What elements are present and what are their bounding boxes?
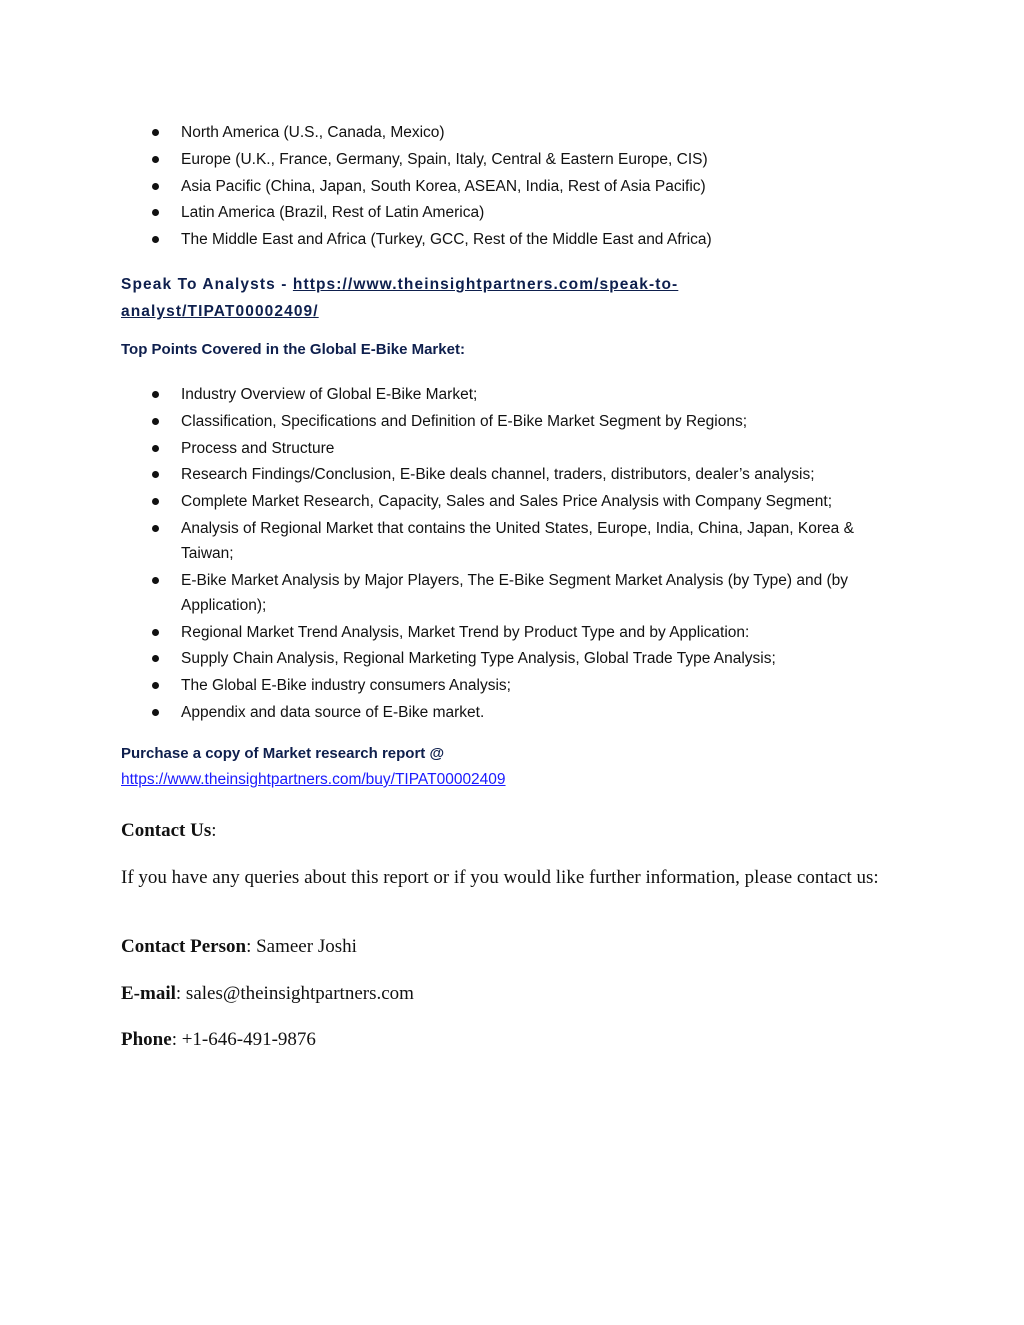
- top-points-heading: Top Points Covered in the Global E-Bike Market:: [121, 341, 465, 358]
- topic-text: Appendix and data source of E-Bike market.: [181, 703, 485, 721]
- bullet-icon: [152, 655, 159, 662]
- contact-us-label: Contact Us: [121, 820, 212, 841]
- list-item: [150, 382, 910, 407]
- contact-person: [121, 936, 357, 958]
- bullet-icon: [152, 525, 159, 532]
- topic-text: Regional Market Trend Analysis, Market Trend by Product Type and by Application:: [181, 623, 750, 641]
- list-item: [150, 200, 770, 225]
- list-item: [150, 120, 770, 145]
- region-text: The Middle East and Africa (Turkey, GCC, Rest of the Middle East and Africa): [181, 231, 712, 249]
- bullet-icon: [152, 236, 159, 243]
- contact-us-colon: :: [211, 820, 217, 841]
- contact-us-heading: [121, 820, 217, 842]
- bullet-icon: [152, 445, 159, 452]
- region-text: North America (U.S., Canada, Mexico): [181, 124, 445, 141]
- email-label: E-mail: [121, 983, 176, 1004]
- bullet-icon: [152, 391, 159, 398]
- topic-text: Analysis of Regional Market that contains the United States, Europe, India, China, Japan, Korea & Taiwan;: [181, 519, 854, 562]
- bullet-icon: [152, 209, 159, 216]
- region-text: Asia Pacific (China, Japan, South Korea, ASEAN, India, Rest of Asia Pacific): [181, 177, 706, 195]
- list-item: [150, 568, 910, 618]
- queries-text: If you have any queries about this report or if you would like further information, please contact us:: [121, 867, 879, 888]
- bullet-icon: [152, 183, 159, 190]
- list-item: [150, 409, 910, 434]
- list-item: [150, 673, 910, 698]
- phone-value: : +1-646-491-9876: [171, 1029, 316, 1050]
- region-text: Europe (U.K., France, Germany, Spain, Italy, Central & Eastern Europe, CIS): [181, 150, 708, 168]
- bullet-icon: [152, 498, 159, 505]
- region-text: Latin America (Brazil, Rest of Latin America): [181, 204, 485, 222]
- bullet-icon: [152, 471, 159, 478]
- list-item: [150, 646, 910, 671]
- bullet-icon: [152, 629, 159, 636]
- bullet-icon: [152, 577, 159, 584]
- phone-label: Phone: [121, 1029, 172, 1050]
- topic-text: Supply Chain Analysis, Regional Marketing Type Analysis, Global Trade Type Analysis;: [181, 650, 776, 668]
- speak-to-analyst-link[interactable]: https://www.theinsightpartners.com/speak-to-analyst/TIPAT00002409/: [121, 276, 679, 320]
- list-item: [150, 227, 770, 252]
- topic-text: Industry Overview of Global E-Bike Market;: [181, 386, 478, 403]
- bullet-icon: [152, 682, 159, 689]
- topic-text: Classification, Specifications and Definition of E-Bike Market Segment by Regions;: [181, 412, 748, 430]
- topic-text: The Global E-Bike industry consumers Analysis;: [181, 677, 511, 695]
- topic-text: Process and Structure: [181, 439, 335, 457]
- topic-text: Research Findings/Conclusion, E-Bike deals channel, traders, distributors, dealer’s analysis;: [181, 466, 815, 484]
- topic-text: Complete Market Research, Capacity, Sales and Sales Price Analysis with Company Segment;: [181, 493, 833, 511]
- list-item: [150, 700, 910, 725]
- bullet-icon: [152, 156, 159, 163]
- contact-person-value: : Sameer Joshi: [246, 936, 357, 957]
- speak-to-analysts: [121, 271, 771, 325]
- list-item: [150, 620, 910, 645]
- regions-list: [150, 120, 770, 254]
- bullet-icon: [152, 129, 159, 136]
- phone-line: [121, 1029, 316, 1051]
- purchase-link[interactable]: https://www.theinsightpartners.com/buy/TIPAT00002409: [121, 771, 506, 788]
- email-value: : sales@theinsightpartners.com: [175, 983, 414, 1004]
- list-item: [150, 436, 910, 461]
- email-line: [121, 983, 414, 1005]
- top-points-list: [150, 382, 910, 727]
- list-item: [150, 462, 910, 487]
- purchase-heading: Purchase a copy of Market research report @: [121, 745, 445, 762]
- contact-person-label: Contact Person: [121, 936, 247, 957]
- speak-label: Speak To Analysts -: [121, 276, 293, 293]
- list-item: [150, 174, 770, 199]
- list-item: [150, 489, 910, 514]
- bullet-icon: [152, 709, 159, 716]
- list-item: [150, 147, 770, 172]
- list-item: [150, 516, 910, 566]
- bullet-icon: [152, 418, 159, 425]
- topic-text: E-Bike Market Analysis by Major Players, The E-Bike Segment Market Analysis (by Type) and (by Application);: [181, 571, 849, 614]
